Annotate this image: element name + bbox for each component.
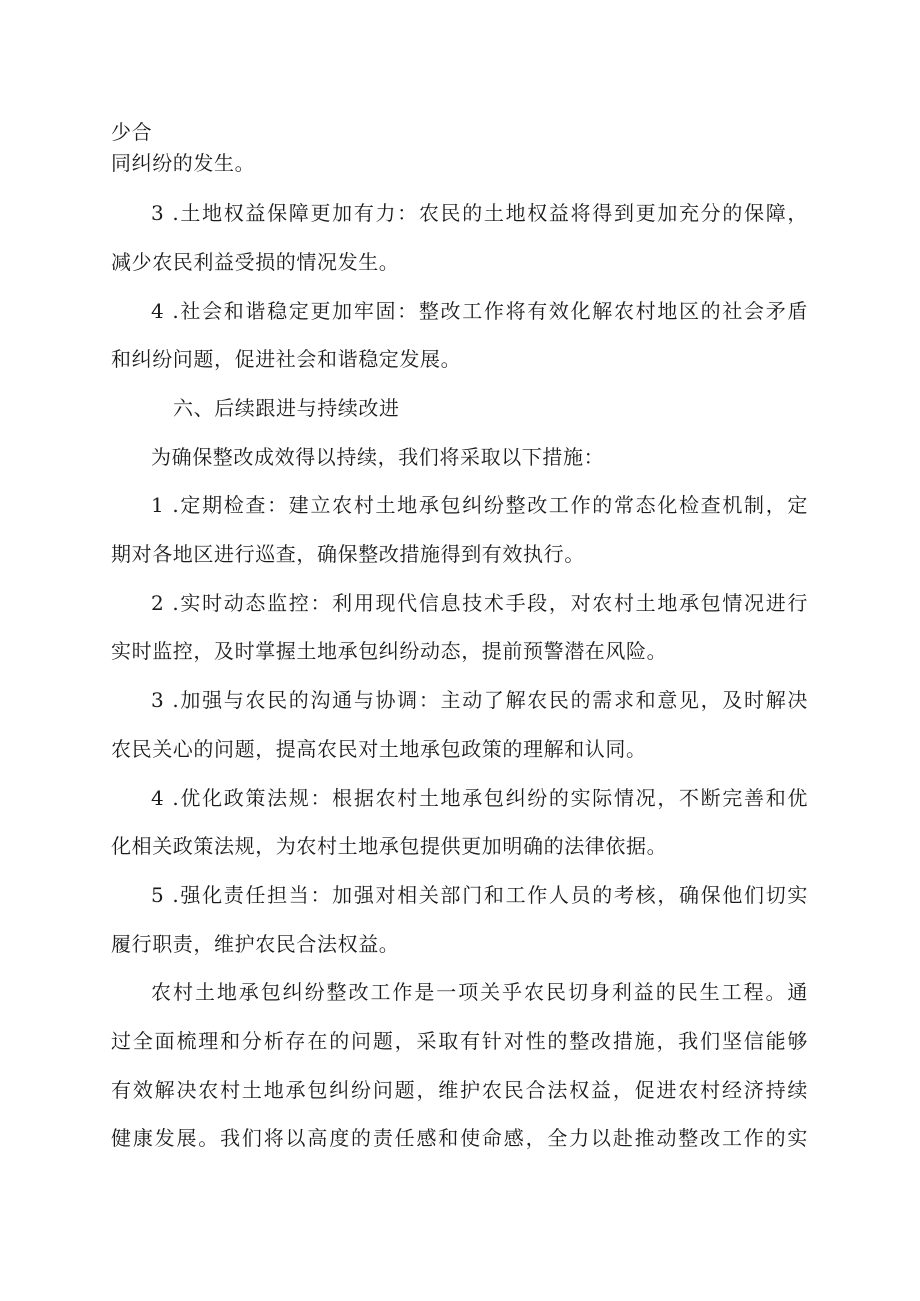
paragraph-line: 为确保整改成效得以持续，我们将采取以下措施： xyxy=(151,445,605,469)
text-line: 期对各地区进行巡查，确保整改措施得到有效执行。 xyxy=(111,542,585,566)
text-line: 同纠纷的发生。 xyxy=(111,151,256,175)
list-item-line: 2 .实时动态监控：利用现代信息技术手段，对农村土地承包情况进行 xyxy=(151,591,808,615)
list-item-line: 3 .加强与农民的沟通与协调：主动了解农民的需求和意见，及时解决 xyxy=(151,688,808,712)
paragraph-line: 过全面梳理和分析存在的问题，采取有针对性的整改措施，我们坚信能够 xyxy=(111,1029,808,1053)
text-line: 农民关心的问题，提高农民对土地承包政策的理解和认同。 xyxy=(111,737,647,761)
text-line: 减少农民利益受损的情况发生。 xyxy=(111,250,400,274)
list-item-line: 5 .强化责任担当：加强对相关部门和工作人员的考核，确保他们切实 xyxy=(151,883,808,907)
list-item-line: 3 .土地权益保障更加有力：农民的土地权益将得到更加充分的保障， xyxy=(151,201,808,225)
text-line: 实时监控，及时掌握土地承包纠纷动态，提前预警潜在风险。 xyxy=(111,639,668,663)
list-item-line: 4 .社会和谐稳定更加牢固：整改工作将有效化解农村地区的社会矛盾 xyxy=(151,299,808,323)
list-item-line: 4 .优化政策法规：根据农村土地承包纠纷的实际情况，不断完善和优 xyxy=(151,786,808,810)
section-heading: 六、后续跟进与持续改进 xyxy=(173,396,400,420)
text-line: 化相关政策法规，为农村土地承包提供更加明确的法律依据。 xyxy=(111,834,668,858)
text-line: 履行职责，维护农民合法权益。 xyxy=(111,932,400,956)
text-line: 和纠纷问题，促进社会和谐稳定发展。 xyxy=(111,347,462,371)
list-item-line: 1 .定期检查：建立农村土地承包纠纷整改工作的常态化检查机制，定 xyxy=(151,493,808,517)
text-line: 少合 xyxy=(111,120,153,144)
paragraph-line: 健康发展。我们将以高度的责任感和使命感，全力以赴推动整改工作的实 xyxy=(111,1126,808,1150)
paragraph-line: 有效解决农村土地承包纠纷问题，维护农民合法权益，促进农村经济持续 xyxy=(111,1078,808,1102)
paragraph-line: 农村土地承包纠纷整改工作是一项关乎农民切身利益的民生工程。通 xyxy=(151,980,808,1004)
